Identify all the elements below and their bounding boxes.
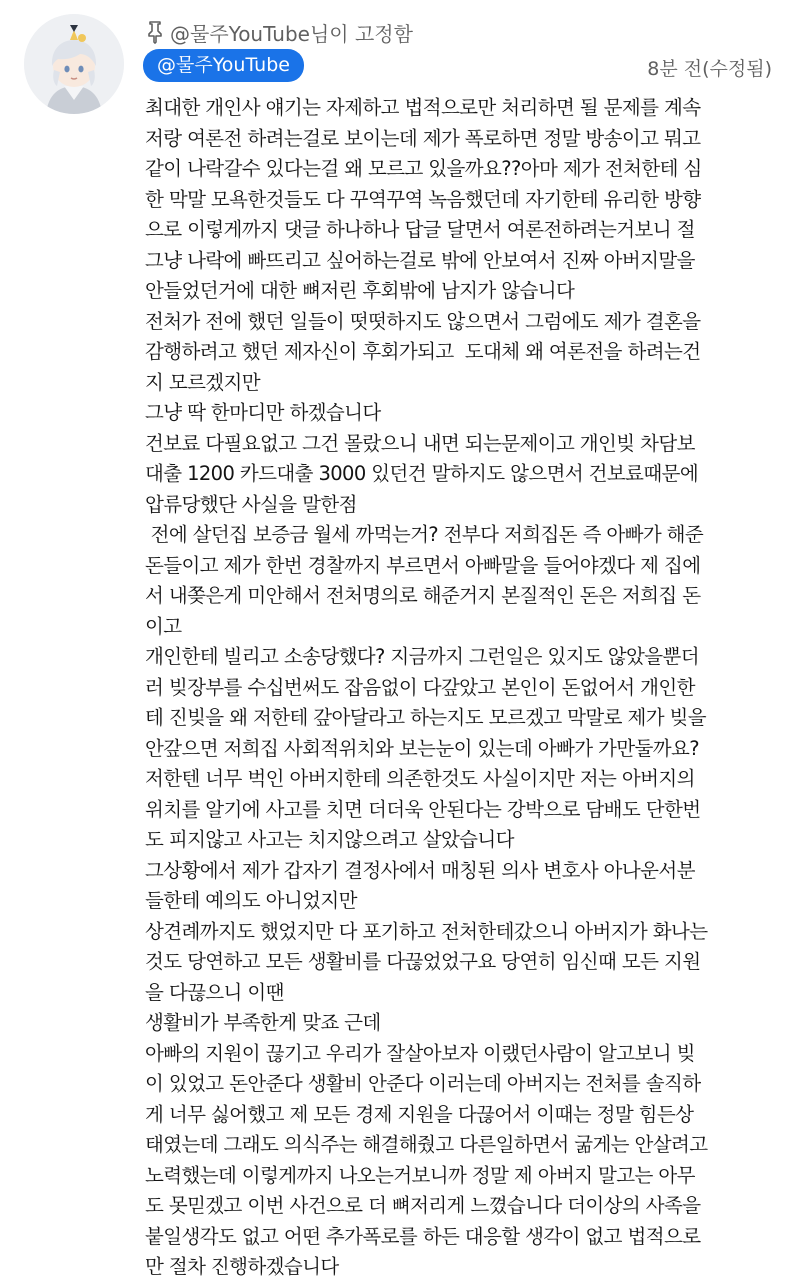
comment-line: 돈들이고 제가 한번 경찰까지 부르면서 아빠말을 들어야겠다 제 집에	[145, 553, 701, 577]
comment-line: 감행하려고 했던 제자신이 후회가되고 도대체 왜 여론전을 하려는건	[145, 340, 701, 363]
comment-line: 한 막말 모욕한것들도 다 꾸역꾸역 녹음했던데 자기한테 유리한 방향	[145, 187, 701, 211]
comment-line: 건보료 다필요없고 그건 몰랐으니 내면 되는문제이고 개인빚 차담보	[145, 431, 695, 455]
comment-line: 아빠의 지원이 끊기고 우리가 잘살아보자 이랬던사람이 알고보니 빚	[145, 1041, 695, 1065]
comment-timestamp[interactable]: 8분 전(수정됨)	[647, 58, 772, 80]
comment-line: 붙일생각도 없고 어떤 추가폭로를 하든 대응할 생각이 없고 법적으로	[145, 1224, 701, 1248]
comment-line: 이고	[145, 614, 182, 638]
comment-line: 저랑 여론전 하려는걸로 보이는데 제가 폭로하면 정말 방송이고 뭐고	[145, 126, 701, 150]
comment-line: 을 다끊으니 이땐	[145, 980, 284, 1004]
comment-line: 생활비가 부족한게 맞죠 근데	[145, 1011, 381, 1034]
comment-line: 이 있었고 돈안준다 생활비 안준다 이러는데 아버지는 전처를 솔직하	[145, 1072, 701, 1095]
comment-line: 만 절차 진행하겠습니다	[145, 1255, 339, 1278]
comment-line: 노력했는데 이렇게까지 나오는거보니까 정말 제 아버지 말고는 아무	[145, 1163, 695, 1187]
comment-line: 전에 살던집 보증금 월세 까먹는거? 전부다 저희집돈 즉 아빠가 해준	[145, 523, 704, 546]
comment-line: 그냥 나락에 빠뜨리고 싶어하는걸로 밖에 안보여서 진짜 아버지말을	[145, 248, 695, 272]
comment-line: 것도 당연하고 모든 생활비를 다끊었었구요 당연히 임신때 모든 지원	[145, 950, 701, 973]
comment-line: 도 피지않고 사고는 치지않으려고 살았습니다	[145, 828, 514, 851]
comment-line: 상견례까지도 했었지만 다 포기하고 전처한테갔으니 아버지가 화나는	[145, 919, 708, 943]
comment-line: 위치를 알기에 사고를 치면 더더욱 안된다는 강박으로 담배도 단한번	[145, 797, 701, 821]
comment-line: 서 내쫒은게 미안해서 전처명의로 해준거지 본질적인 돈은 저희집 돈	[145, 584, 701, 607]
comment-line: 들한테 예의도 아니었지만	[145, 889, 357, 912]
comment-line: 개인한테 빌리고 소송당했다? 지금까지 그런일은 있지도 않았을뿐더	[145, 645, 699, 668]
comment-line: 으로 이렇게까지 댓글 하나하나 답글 달면서 여론전하려는거보니 절	[145, 218, 695, 241]
comment-line: 도 못믿겠고 이번 사건으로 더 뼈저리게 느꼈습니다 더이상의 사족을	[145, 1194, 701, 1217]
comment-line: 안들었던거에 대한 뼈저린 후회밖에 남지가 않습니다	[145, 279, 575, 302]
comment-line: 지 모르겠지만	[145, 370, 261, 394]
comment-line: 태였는데 그래도 의식주는 해결해줬고 다른일하면서 굶게는 안살려고	[145, 1133, 708, 1156]
avatar-illustration	[24, 14, 124, 114]
comment-line: 최대한 개인사 얘기는 자제하고 법적으로만 처리하면 될 문제를 계속	[145, 96, 701, 119]
comment-line: 그상황에서 제가 갑자기 결정사에서 매칭된 의사 변호사 아나운서분	[145, 858, 695, 882]
pin-icon	[146, 20, 164, 44]
pinned-by-label: @물주YouTube님이 고정함	[170, 21, 413, 46]
comment-line: 같이 나락갈수 있다는걸 왜 모르고 있을까요??아마 제가 전처한테 심	[145, 157, 702, 180]
comment-line: 압류당했단 사실을 말한점	[145, 492, 357, 516]
author-name-chip[interactable]: @물주YouTube	[143, 49, 304, 82]
comment-line: 테 진빚을 왜 저한테 갚아달라고 하는지도 모르겠고 막말로 제가 빚을	[145, 706, 707, 729]
comment-line: 안갚으면 저희집 사회적위치와 보는눈이 있는데 아빠가 가만둘까요?	[145, 736, 699, 760]
comment-line: 대출 1200 카드대출 3000 있던건 말하지도 않으면서 건보료때문에	[145, 462, 699, 485]
comment-line: 전처가 전에 했던 일들이 떳떳하지도 않으면서 그럼에도 제가 결혼을	[145, 309, 701, 333]
comment-line: 저한텐 너무 벅인 아버지한테 의존한것도 사실이지만 저는 아버지의	[145, 767, 695, 790]
comment-line: 러 빚장부를 수십번써도 잡음없이 다갚았고 본인이 돈없어서 개인한	[145, 675, 695, 699]
comment-text	[145, 93, 790, 1283]
pinned-indicator	[146, 18, 413, 46]
user-avatar-icon[interactable]	[24, 14, 124, 114]
comment-line: 그냥 딱 한마디만 하겠습니다	[145, 401, 381, 424]
comment-line: 게 너무 싫어했고 제 모든 경제 지원을 다끊어서 이때는 정말 힘든상	[145, 1102, 694, 1126]
